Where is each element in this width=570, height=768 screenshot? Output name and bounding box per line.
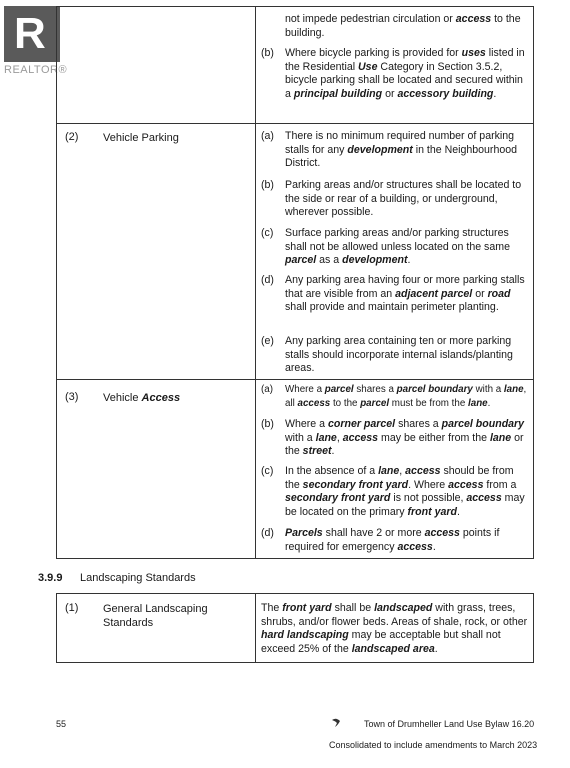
row2-item-b: (b) Parking areas and/or structures shall be located to the side or rear of a building, or underground, wherever possible. (261, 179, 522, 218)
realtor-watermark-text: REALTOR® (4, 64, 68, 76)
section-title: Landscaping Standards (80, 572, 196, 584)
footer-consolidated: Consolidated to include amendments to March 2023 (329, 740, 538, 750)
row2-item-d: (d) Any parking area having four or more parking stalls that are visible from an adjacent parcel or road shall provide and maintain perimeter planting. (261, 274, 525, 313)
column-divider (255, 594, 256, 662)
landscaping-row-label: General Landscaping Standards (103, 603, 208, 629)
parking-standards-table (56, 6, 534, 559)
row3-item-d: (d) Parcels shall have 2 or more access points if required for emergency access. (261, 527, 500, 553)
page-number: 55 (56, 719, 67, 729)
footer-title: Town of Drumheller Land Use Bylaw 16.20 (364, 719, 535, 729)
row2-number: (2) (65, 131, 79, 143)
row2-item-a: (a) There is no minimum required number of parking stalls for any development in the Neighbourhood District. (261, 130, 518, 169)
row3-item-b: (b) Where a corner parcel shares a parcel boundary with a lane, access may be either from the lane or the street. (261, 418, 525, 457)
row3-item-c: (c) In the absence of a lane, access should be from the secondary front yard. Where access from a secondary front yard is not possible, access may be located on the primary front yard. (261, 465, 525, 518)
row1-item-b: (b) Where bicycle parking is provided for uses listed in the Residential Use Category in Section 3.5.2, bicycle parking shall be located and secured within a principal building or accessory building. (261, 47, 525, 100)
row3-label: Vehicle Access (103, 392, 181, 404)
row-divider (57, 123, 533, 124)
landscaping-row-number: (1) (65, 602, 79, 614)
column-divider (255, 7, 256, 558)
landscaping-standards-table (56, 593, 534, 663)
realtor-logo-icon: R (4, 6, 60, 62)
row2-item-e: (e) Any parking area containing ten or more parking stalls should incorporate internal islands/planting areas. (261, 335, 513, 374)
landscaping-row-text: The front yard shall be landscaped with grass, trees, shrubs, and/or flower beds. Areas of shale, rock, or other hard landscaping may be acceptable but shall not exceed 25% of the landscaped area. (261, 602, 528, 655)
town-logo-icon (330, 717, 342, 729)
row3-number: (3) (65, 391, 79, 403)
row3-item-a: (a) Where a parcel shares a parcel boundary with a lane, all access to the parcel must be from the lane. (261, 384, 527, 409)
section-number: 3.9.9 (38, 572, 63, 584)
row1-item-continuation: not impede pedestrian circulation or access to the building. (285, 13, 521, 39)
row2-label: Vehicle Parking (103, 132, 179, 144)
row-divider (57, 379, 533, 380)
row2-item-c: (c) Surface parking areas and/or parking structures shall not be allowed unless located on the same parcel as a development. (261, 227, 510, 266)
